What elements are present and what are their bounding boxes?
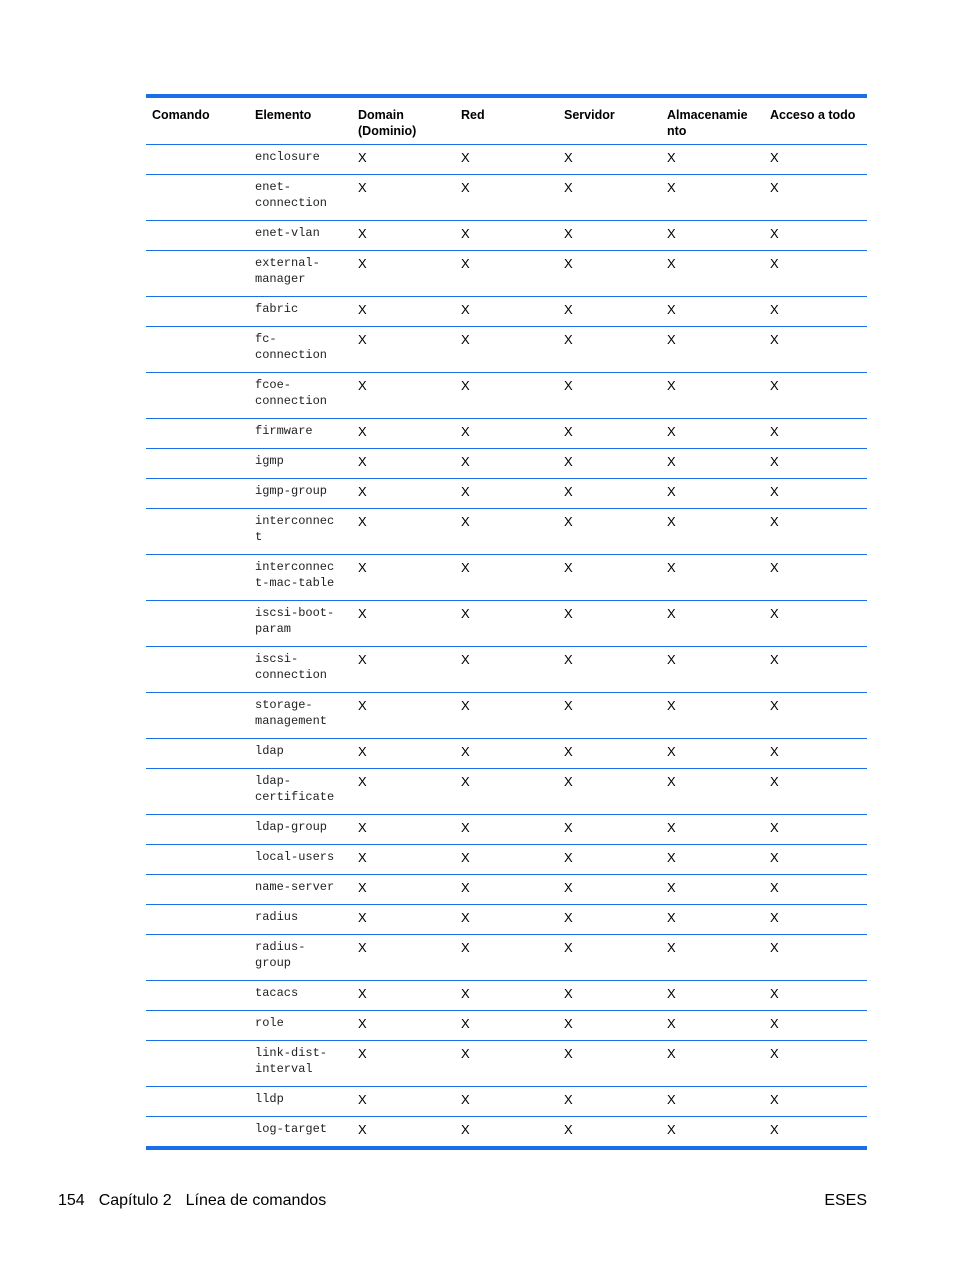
cell-elemento: name-server [255, 880, 335, 894]
table-row [146, 739, 867, 769]
table-row [146, 509, 867, 555]
cell-almacenamiento: X [667, 332, 676, 347]
cell-almacenamiento: X [667, 378, 676, 393]
cell-elemento: lldp [255, 1092, 284, 1106]
cell-almacenamiento: X [667, 880, 676, 895]
cell-comando [146, 981, 249, 1010]
table-row [146, 1117, 867, 1146]
cell-domain: X [358, 910, 367, 925]
table-row [146, 221, 867, 251]
cell-red: X [461, 986, 470, 1001]
header-elemento: Elemento [255, 108, 312, 122]
chapter-label: Capítulo 2 [98, 1192, 172, 1209]
cell-domain: X [358, 850, 367, 865]
page-footer-left [58, 1192, 340, 1210]
table-body [146, 145, 867, 1146]
header-almacenamiento: Almacenamie nto [667, 108, 748, 138]
cell-domain: X [358, 560, 367, 575]
cell-servidor: X [564, 378, 573, 393]
cell-comando [146, 647, 249, 692]
cell-red: X [461, 1016, 470, 1031]
cell-comando [146, 327, 249, 372]
table-row [146, 297, 867, 327]
cell-elemento: iscsi- connection [255, 652, 328, 682]
cell-comando [146, 221, 249, 250]
cell-acceso-a-todo: X [770, 652, 779, 667]
cell-almacenamiento: X [667, 774, 676, 789]
cell-domain: X [358, 226, 367, 241]
cell-servidor: X [564, 986, 573, 1001]
cell-acceso-a-todo: X [770, 226, 779, 241]
cell-elemento: radius- group [255, 940, 306, 970]
cell-servidor: X [564, 910, 573, 925]
cell-domain: X [358, 698, 367, 713]
cell-domain: X [358, 652, 367, 667]
cell-domain: X [358, 880, 367, 895]
cell-domain: X [358, 484, 367, 499]
cell-acceso-a-todo: X [770, 698, 779, 713]
cell-acceso-a-todo: X [770, 514, 779, 529]
cell-almacenamiento: X [667, 744, 676, 759]
cell-elemento: fcoe- connection [255, 378, 328, 408]
cell-red: X [461, 1092, 470, 1107]
cell-domain: X [358, 1046, 367, 1061]
permissions-table [146, 94, 867, 1150]
cell-domain: X [358, 378, 367, 393]
cell-servidor: X [564, 698, 573, 713]
cell-servidor: X [564, 226, 573, 241]
cell-comando [146, 693, 249, 738]
cell-domain: X [358, 332, 367, 347]
table-row [146, 145, 867, 175]
cell-servidor: X [564, 820, 573, 835]
cell-acceso-a-todo: X [770, 332, 779, 347]
cell-acceso-a-todo: X [770, 180, 779, 195]
cell-almacenamiento: X [667, 1016, 676, 1031]
cell-domain: X [358, 940, 367, 955]
cell-acceso-a-todo: X [770, 850, 779, 865]
cell-comando [146, 1117, 249, 1146]
cell-domain: X [358, 150, 367, 165]
cell-elemento: log-target [255, 1122, 328, 1136]
cell-red: X [461, 484, 470, 499]
cell-acceso-a-todo: X [770, 560, 779, 575]
cell-comando [146, 419, 249, 448]
cell-servidor: X [564, 256, 573, 271]
cell-almacenamiento: X [667, 652, 676, 667]
cell-elemento: enet- connection [255, 180, 328, 210]
header-comando: Comando [152, 108, 210, 122]
cell-elemento: fabric [255, 302, 299, 316]
cell-acceso-a-todo: X [770, 986, 779, 1001]
cell-comando [146, 739, 249, 768]
cell-red: X [461, 820, 470, 835]
cell-comando [146, 905, 249, 934]
cell-acceso-a-todo: X [770, 910, 779, 925]
header-red: Red [461, 108, 485, 122]
cell-comando [146, 769, 249, 814]
cell-elemento: external- manager [255, 256, 320, 286]
cell-comando [146, 1041, 249, 1086]
table-row [146, 251, 867, 297]
cell-comando [146, 1011, 249, 1040]
cell-almacenamiento: X [667, 850, 676, 865]
cell-red: X [461, 332, 470, 347]
cell-servidor: X [564, 744, 573, 759]
cell-domain: X [358, 454, 367, 469]
cell-red: X [461, 454, 470, 469]
cell-acceso-a-todo: X [770, 940, 779, 955]
cell-almacenamiento: X [667, 226, 676, 241]
cell-servidor: X [564, 424, 573, 439]
cell-domain: X [358, 986, 367, 1001]
cell-comando [146, 479, 249, 508]
cell-acceso-a-todo: X [770, 744, 779, 759]
cell-domain: X [358, 1092, 367, 1107]
cell-acceso-a-todo: X [770, 880, 779, 895]
cell-servidor: X [564, 180, 573, 195]
table-row [146, 981, 867, 1011]
cell-almacenamiento: X [667, 514, 676, 529]
cell-red: X [461, 424, 470, 439]
cell-domain: X [358, 514, 367, 529]
cell-servidor: X [564, 880, 573, 895]
table-row [146, 845, 867, 875]
table-row [146, 815, 867, 845]
cell-elemento: role [255, 1016, 284, 1030]
cell-elemento: iscsi-boot- param [255, 606, 335, 636]
cell-domain: X [358, 820, 367, 835]
cell-elemento: igmp [255, 454, 284, 468]
cell-acceso-a-todo: X [770, 150, 779, 165]
cell-domain: X [358, 1122, 367, 1137]
cell-comando [146, 845, 249, 874]
cell-domain: X [358, 1016, 367, 1031]
cell-servidor: X [564, 514, 573, 529]
cell-acceso-a-todo: X [770, 256, 779, 271]
cell-acceso-a-todo: X [770, 424, 779, 439]
cell-almacenamiento: X [667, 150, 676, 165]
cell-elemento: storage- management [255, 698, 328, 728]
table-row [146, 1041, 867, 1087]
table-row [146, 1011, 867, 1041]
cell-comando [146, 449, 249, 478]
cell-almacenamiento: X [667, 256, 676, 271]
cell-servidor: X [564, 484, 573, 499]
cell-servidor: X [564, 850, 573, 865]
cell-servidor: X [564, 560, 573, 575]
table-row [146, 479, 867, 509]
cell-comando [146, 935, 249, 980]
cell-elemento: firmware [255, 424, 313, 438]
cell-comando [146, 555, 249, 600]
cell-acceso-a-todo: X [770, 1016, 779, 1031]
table-row [146, 935, 867, 981]
cell-comando [146, 251, 249, 296]
cell-almacenamiento: X [667, 606, 676, 621]
cell-red: X [461, 560, 470, 575]
cell-domain: X [358, 180, 367, 195]
cell-servidor: X [564, 1122, 573, 1137]
cell-red: X [461, 150, 470, 165]
cell-servidor: X [564, 1016, 573, 1031]
header-servidor: Servidor [564, 108, 615, 122]
cell-elemento: local-users [255, 850, 335, 864]
cell-servidor: X [564, 940, 573, 955]
table-row [146, 419, 867, 449]
cell-red: X [461, 256, 470, 271]
cell-red: X [461, 940, 470, 955]
cell-red: X [461, 514, 470, 529]
cell-acceso-a-todo: X [770, 1092, 779, 1107]
cell-acceso-a-todo: X [770, 302, 779, 317]
cell-servidor: X [564, 774, 573, 789]
cell-comando [146, 145, 249, 174]
cell-acceso-a-todo: X [770, 774, 779, 789]
cell-comando [146, 509, 249, 554]
cell-domain: X [358, 744, 367, 759]
cell-comando [146, 373, 249, 418]
cell-red: X [461, 606, 470, 621]
table-row [146, 769, 867, 815]
cell-elemento: link-dist- interval [255, 1046, 328, 1076]
cell-red: X [461, 1122, 470, 1137]
cell-almacenamiento: X [667, 1092, 676, 1107]
cell-comando [146, 1087, 249, 1116]
table-row [146, 1087, 867, 1117]
cell-servidor: X [564, 1046, 573, 1061]
table-row [146, 905, 867, 935]
cell-comando [146, 297, 249, 326]
table-row [146, 875, 867, 905]
table-row [146, 175, 867, 221]
table-row [146, 327, 867, 373]
cell-red: X [461, 910, 470, 925]
cell-red: X [461, 698, 470, 713]
cell-red: X [461, 1046, 470, 1061]
cell-elemento: ldap [255, 744, 284, 758]
table-bottom-rule [146, 1146, 867, 1150]
cell-elemento: ldap- certificate [255, 774, 335, 804]
cell-comando [146, 875, 249, 904]
cell-domain: X [358, 606, 367, 621]
cell-almacenamiento: X [667, 484, 676, 499]
cell-almacenamiento: X [667, 940, 676, 955]
cell-servidor: X [564, 332, 573, 347]
cell-almacenamiento: X [667, 910, 676, 925]
cell-acceso-a-todo: X [770, 378, 779, 393]
cell-red: X [461, 880, 470, 895]
cell-almacenamiento: X [667, 454, 676, 469]
cell-elemento: enet-vlan [255, 226, 320, 240]
table-row [146, 555, 867, 601]
chapter-title: Línea de comandos [185, 1192, 327, 1209]
cell-red: X [461, 226, 470, 241]
locale-code: ESES [824, 1192, 867, 1209]
table-row [146, 647, 867, 693]
cell-almacenamiento: X [667, 424, 676, 439]
cell-comando [146, 175, 249, 220]
cell-acceso-a-todo: X [770, 484, 779, 499]
cell-comando [146, 601, 249, 646]
cell-elemento: tacacs [255, 986, 299, 1000]
cell-servidor: X [564, 150, 573, 165]
cell-elemento: fc- connection [255, 332, 328, 362]
cell-almacenamiento: X [667, 820, 676, 835]
cell-acceso-a-todo: X [770, 1046, 779, 1061]
cell-servidor: X [564, 454, 573, 469]
cell-domain: X [358, 302, 367, 317]
cell-acceso-a-todo: X [770, 1122, 779, 1137]
cell-domain: X [358, 256, 367, 271]
cell-almacenamiento: X [667, 1046, 676, 1061]
cell-red: X [461, 302, 470, 317]
cell-servidor: X [564, 302, 573, 317]
cell-elemento: ldap-group [255, 820, 328, 834]
page-number: 154 [58, 1192, 85, 1209]
cell-servidor: X [564, 606, 573, 621]
cell-red: X [461, 180, 470, 195]
cell-red: X [461, 378, 470, 393]
cell-comando [146, 815, 249, 844]
cell-almacenamiento: X [667, 698, 676, 713]
cell-elemento: enclosure [255, 150, 320, 164]
cell-servidor: X [564, 1092, 573, 1107]
cell-red: X [461, 850, 470, 865]
cell-acceso-a-todo: X [770, 454, 779, 469]
header-domain: Domain (Dominio) [358, 108, 417, 138]
cell-red: X [461, 774, 470, 789]
cell-red: X [461, 652, 470, 667]
cell-servidor: X [564, 652, 573, 667]
cell-almacenamiento: X [667, 560, 676, 575]
table-row [146, 693, 867, 739]
table-header-row [146, 98, 867, 145]
cell-elemento: interconnec t [255, 514, 335, 544]
header-acceso-a-todo: Acceso a todo [770, 108, 856, 122]
table-row [146, 601, 867, 647]
cell-acceso-a-todo: X [770, 820, 779, 835]
cell-domain: X [358, 774, 367, 789]
cell-almacenamiento: X [667, 1122, 676, 1137]
table-row [146, 373, 867, 419]
cell-elemento: interconnec t-mac-table [255, 560, 335, 590]
cell-red: X [461, 744, 470, 759]
table-row [146, 449, 867, 479]
cell-almacenamiento: X [667, 180, 676, 195]
cell-elemento: radius [255, 910, 299, 924]
cell-elemento: igmp-group [255, 484, 328, 498]
cell-almacenamiento: X [667, 986, 676, 1001]
cell-domain: X [358, 424, 367, 439]
cell-acceso-a-todo: X [770, 606, 779, 621]
cell-almacenamiento: X [667, 302, 676, 317]
